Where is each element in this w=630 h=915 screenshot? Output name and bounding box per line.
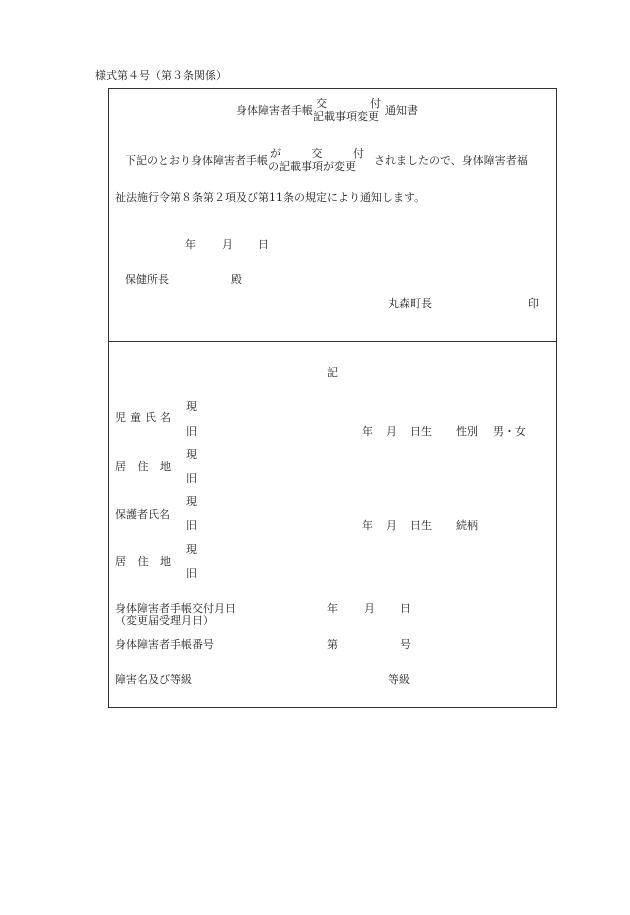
guardian-birth-year: 年 bbox=[362, 519, 373, 532]
title-kisai: 記載事項変更 bbox=[313, 109, 379, 123]
ki-heading: 記 bbox=[327, 366, 338, 379]
issue-date-sublabel: （変更届受理月日） bbox=[115, 614, 214, 627]
relation-label: 続柄 bbox=[456, 519, 478, 532]
document-title bbox=[236, 98, 418, 123]
child-birth-day: 日生 bbox=[410, 425, 432, 438]
child-residence-previous: 旧 bbox=[186, 472, 197, 485]
guardian-residence-previous: 旧 bbox=[186, 567, 197, 580]
handbook-number-label: 身体障害者手帳番号 bbox=[115, 638, 214, 651]
title-suffix: 通知書 bbox=[385, 104, 418, 118]
body-stack bbox=[268, 148, 370, 173]
disability-grade: 等級 bbox=[388, 673, 410, 686]
child-name-current: 現 bbox=[186, 400, 197, 413]
title-kou: 交 bbox=[316, 97, 327, 110]
guardian-birth-day: 日生 bbox=[410, 519, 432, 532]
date-month: 月 bbox=[222, 238, 233, 251]
issuer-seal: 印 bbox=[528, 297, 539, 310]
body-line-2: 祉法施行令第８条第２項及び第11条の規定により通知します。 bbox=[115, 191, 426, 204]
body-line1-suffix: されましたので、身体障害者福 bbox=[374, 154, 528, 168]
body-line1-prefix: 下記のとおり身体障害者手帳 bbox=[125, 154, 268, 168]
body-ga: が bbox=[270, 147, 281, 160]
guardian-name-previous: 旧 bbox=[186, 519, 197, 532]
sex-values: 男・女 bbox=[493, 425, 526, 438]
child-residence-label: 居住地 bbox=[115, 460, 171, 473]
child-birth-year: 年 bbox=[362, 425, 373, 438]
issue-year: 年 bbox=[327, 602, 338, 615]
guardian-name-label: 保護者氏名 bbox=[115, 508, 170, 521]
body-no-kisai: の記載事項が変更 bbox=[268, 159, 356, 173]
date-day: 日 bbox=[258, 238, 269, 251]
section-divider bbox=[108, 341, 557, 342]
guardian-residence-label: 居住地 bbox=[115, 555, 171, 568]
date-year: 年 bbox=[185, 238, 196, 251]
issue-month: 月 bbox=[364, 602, 375, 615]
sex-label: 性別 bbox=[456, 425, 478, 438]
form-number: 様式第４号（第３条関係） bbox=[95, 69, 227, 82]
addressee-dono: 殿 bbox=[231, 273, 242, 286]
addressee-office: 保健所長 bbox=[125, 273, 169, 286]
guardian-birth-month: 月 bbox=[386, 519, 397, 532]
number-dai: 第 bbox=[327, 638, 338, 651]
body-line-1 bbox=[125, 148, 528, 173]
body-kou: 交 bbox=[311, 147, 323, 160]
title-fu: 付 bbox=[370, 97, 381, 110]
issuer-name: 丸森町長 bbox=[388, 297, 432, 310]
title-stack bbox=[313, 98, 385, 123]
guardian-residence-current: 現 bbox=[186, 543, 197, 556]
child-birth-month: 月 bbox=[386, 425, 397, 438]
child-name-previous: 旧 bbox=[186, 425, 197, 438]
guardian-name-current: 現 bbox=[186, 495, 197, 508]
child-residence-current: 現 bbox=[186, 448, 197, 461]
disability-label: 障害名及び等級 bbox=[115, 673, 192, 686]
issue-day: 日 bbox=[400, 602, 411, 615]
issue-date-label: 身体障害者手帳交付月日 bbox=[115, 602, 236, 615]
child-name-label: 児童氏名 bbox=[115, 411, 171, 424]
body-fu: 付 bbox=[353, 147, 364, 160]
number-gou: 号 bbox=[400, 638, 411, 651]
title-prefix: 身体障害者手帳 bbox=[236, 104, 313, 118]
